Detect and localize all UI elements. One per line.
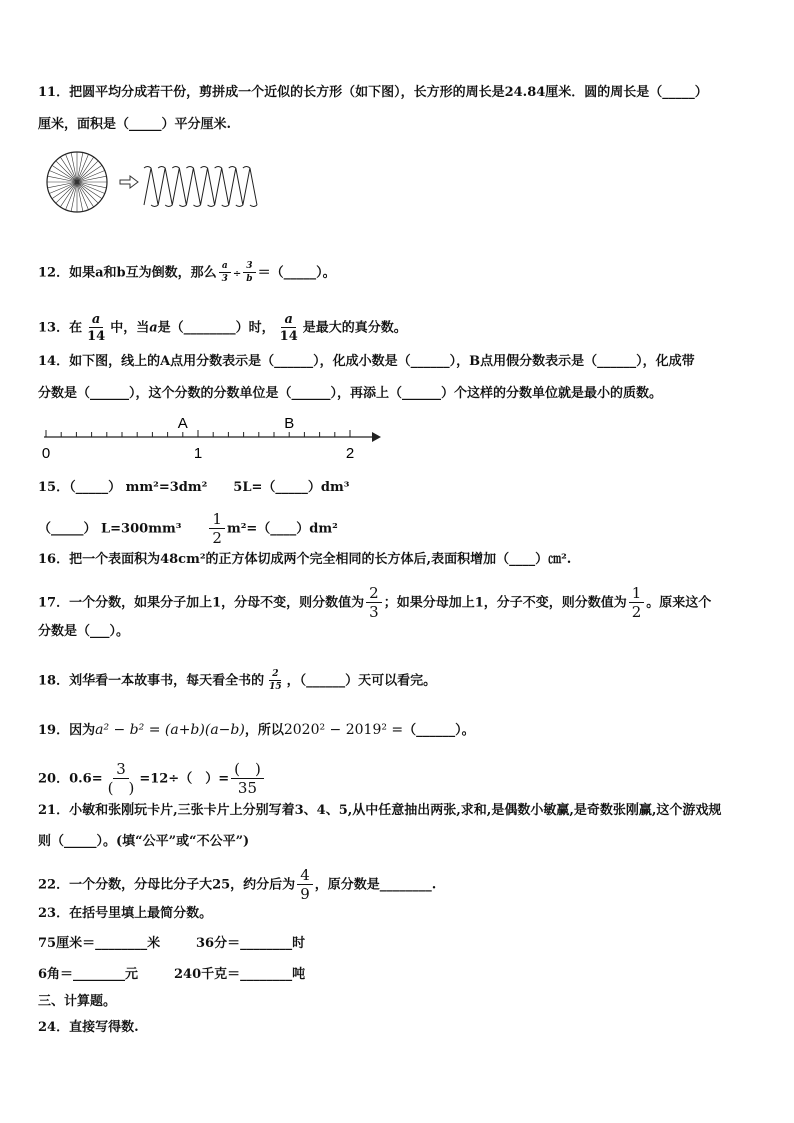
q22-pre: 22．一个分数，分母比分子大25，约分后为 [38,877,296,893]
q14-line1: 14．如下图，线上的A点用分数表示是（______），化成小数是（______），B点用假分数表示是（______），化成带 [38,354,695,369]
tick-label-2: 2 [345,445,355,462]
q17-pre: 17．一个分数，如果分子加上1，分母不变，则分数值为 [38,595,365,611]
q21-line2: 则（_____）。(填“公平”或“不公平”) [38,834,250,849]
sliced-circle [47,152,107,212]
arrow-head-icon [372,432,381,442]
variable-a: a [149,320,158,336]
fraction-numerator: 2 [366,586,382,603]
q20-mid: =12÷（ ）= [139,771,230,787]
fraction-denominator: 3 [221,274,228,284]
q16: 16．把一个表面积为48cm²的正方体切成两个完全相同的长方体后,表面积增加（____）㎝². [38,552,572,567]
fraction-numerator: ( ) [231,762,264,779]
fraction-numerator: 3 [243,262,255,273]
fraction-a-over-3 [219,262,231,284]
q15-line2 [38,512,338,546]
fraction-1-over-2 [209,512,225,546]
approximate-rectangle [144,167,257,207]
fraction-numerator: 4 [297,868,313,885]
fraction-denominator: 3 [369,603,379,621]
fraction-numerator: a [281,313,295,328]
fraction-4-over-9 [297,868,313,902]
q11-line1: 11．把圆平均分成若干份，剪拼成一个近似的长方形（如下图），长方形的周长是24.84厘米．圆的周长是（_____） [38,85,708,100]
fraction-denominator: 14 [87,329,106,344]
fraction-a-over-14-repeat [277,313,301,343]
q19-expression: 2020² − 2019² = [283,722,404,738]
q18 [38,670,436,692]
q11-line2: 厘米，面积是（_____）平分厘米. [38,117,232,132]
fraction-denominator: ( ) [107,779,135,797]
q17-line2: 分数是（___）。 [38,624,130,639]
q24: 24．直接写得数. [38,1020,139,1035]
fraction-numerator: 2 [269,670,281,681]
q14-line2: 分数是（______），这个分数的分数单位是（______），再添上（______）个这样的分数单位就是最小的质数。 [38,386,663,401]
q23-item-1: 75厘米＝________米 [38,936,161,951]
circle-sector-line [56,182,77,203]
fraction-1-over-2 [629,586,645,620]
q13-post: 是最大的真分数。 [302,320,407,336]
q23-title: 23．在括号里填上最简分数。 [38,906,213,921]
fraction-3-over-blank [105,762,138,796]
fraction-denominator: 9 [300,885,310,903]
q19-mid: ，所以 [244,723,284,738]
fraction-2-over-3 [366,586,382,620]
fraction-denominator: b [246,274,253,284]
tick-label-0: 0 [41,445,51,462]
q23-item-2: 36分＝________时 [196,936,306,951]
q23-item-4: 240千克＝________吨 [174,967,306,982]
arrow-icon [120,176,138,188]
point-b-label: B [284,415,295,432]
q22 [38,868,436,902]
circle-sector-line [77,161,98,182]
point-a-label: A [177,415,188,432]
fraction-a-over-14 [84,313,108,343]
q13-mid1: 中，当 [110,320,150,336]
q23-item-3: 6角＝________元 [38,967,139,982]
q15-post2: m²=（____）dm² [226,521,338,537]
fraction-numerator: 1 [209,512,225,529]
number-line-ticks [46,430,350,437]
fraction-numerator: a [89,313,103,328]
q19-pre: 19．因为 [38,723,96,738]
fraction-blank-over-35 [231,762,264,796]
fraction-3-over-b [243,262,255,284]
q20-pre: 20．0.6= [38,771,103,787]
fraction-denominator: 35 [237,779,258,797]
division-sign: ÷ [232,268,242,280]
q18-post: ，（______）天可以看完。 [286,673,437,689]
q13 [38,313,407,343]
difference-of-squares-formula: a² − b² = (a+b)(a−b) [95,722,245,738]
q17-mid: ；如果分母加上1，分子不变，则分数值为 [383,595,627,611]
circle-sector-line [77,182,98,203]
q18-pre: 18．刘华看一本故事书，每天看全书的 [38,673,265,689]
q19 [38,721,475,740]
q22-post: ，原分数是________. [314,877,437,893]
circle-to-rectangle-figure [42,150,268,220]
tick-label-1: 1 [193,445,203,462]
q20 [38,762,266,796]
circle-sector-line [56,161,77,182]
q15-pre2: （_____） L=300mm³ [38,521,208,537]
q15-line1: 15．（_____） mm²=3dm² 5L=（_____）dm³ [38,480,350,495]
q12 [38,262,336,284]
q17-line1 [38,586,711,620]
fraction-denominator: 2 [631,603,642,621]
q19-post: （______）。 [403,723,475,738]
q13-mid2: 是（________）时， [157,320,275,336]
q21-line1: 21．小敏和张刚玩卡片,三张卡片上分别写着3、4、5,从中任意抽出两张,求和,是偶数小敏赢,是奇数张刚赢,这个游戏规 [38,803,722,818]
section-title: 三、计算题。 [38,994,117,1009]
fraction-denominator: 15 [269,682,282,692]
fraction-numerator: a [219,262,231,273]
fraction-numerator: 1 [629,586,645,603]
fraction-2-over-15 [266,670,285,692]
fraction-denominator: 2 [212,529,222,547]
q13-pre: 13．在 [38,320,83,336]
q12-pre: 12．如果a和b互为倒数，那么 [38,265,217,281]
number-line [36,412,386,464]
fraction-denominator: 14 [279,329,298,344]
q17-post: 。原来这个 [646,595,712,611]
fraction-numerator: 3 [113,762,129,779]
q12-post: ＝（_____）。 [257,265,336,281]
